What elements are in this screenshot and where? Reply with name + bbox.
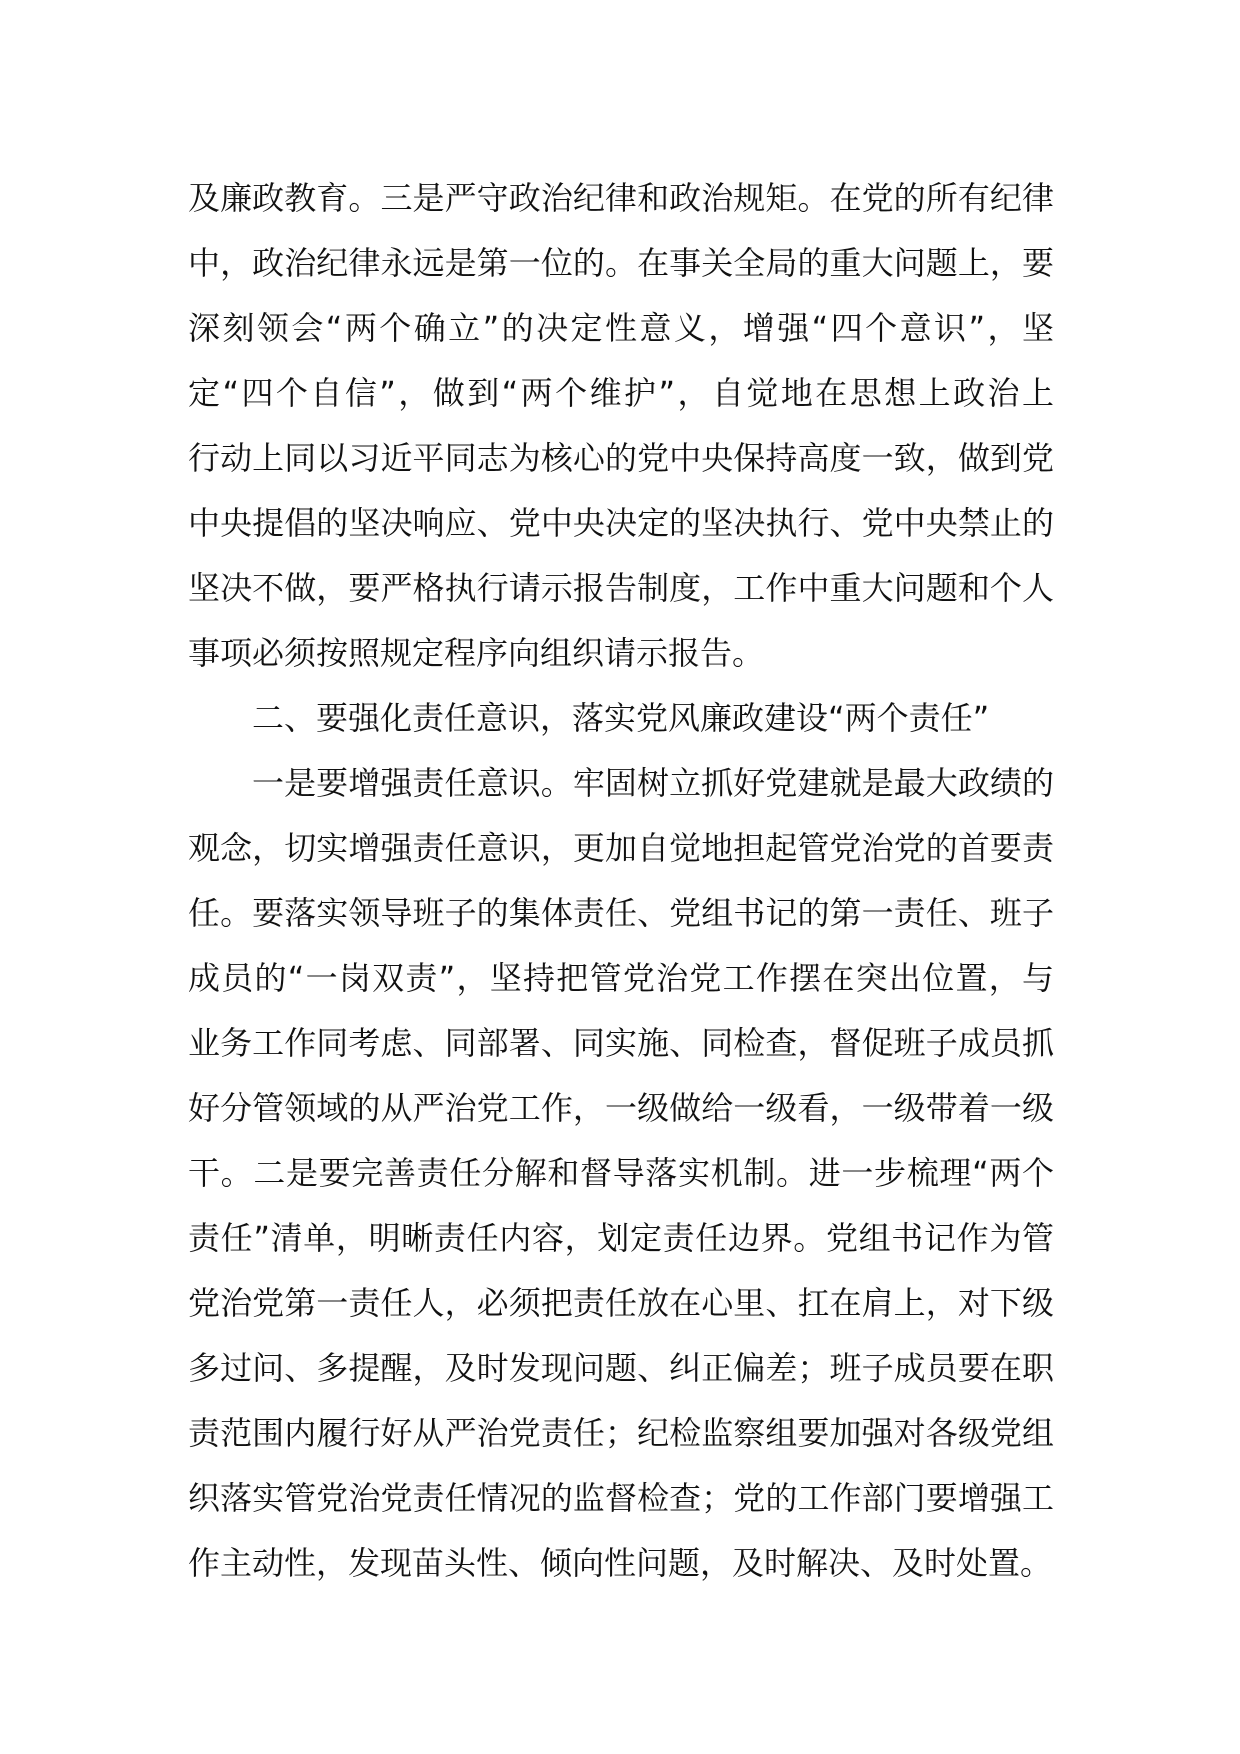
text-line: 干。二是要完善责任分解和督导落实机制。进一步梳理“两个 — [188, 1154, 1054, 1192]
text-line: 中，政治纪律永远是第一位的。在事关全局的重大问题上，要 — [188, 244, 1054, 282]
text-line: 观念，切实增强责任意识，更加自觉地担起管党治党的首要责 — [188, 829, 1054, 867]
text-line: 多过问、多提醒，及时发现问题、纠正偏差；班子成员要在职 — [188, 1349, 1054, 1387]
text-line: 坚决不做，要严格执行请示报告制度，工作中重大问题和个人 — [188, 569, 1054, 607]
text-line: 成员的“一岗双责”，坚持把管党治党工作摆在突出位置，与 — [188, 959, 1054, 997]
text-line: 行动上同以习近平同志为核心的党中央保持高度一致，做到党 — [188, 439, 1054, 477]
section-heading: 二、要强化责任意识，落实党风廉政建设“两个责任” — [252, 699, 990, 737]
text-line: 党治党第一责任人，必须把责任放在心里、扛在肩上，对下级 — [188, 1284, 1054, 1322]
text-line: 作主动性，发现苗头性、倾向性问题，及时解决、及时处置。 — [188, 1544, 1053, 1582]
text-line: 业务工作同考虑、同部署、同实施、同检查，督促班子成员抓 — [188, 1024, 1054, 1062]
text-line: 责范围内履行好从严治党责任；纪检监察组要加强对各级党组 — [188, 1414, 1054, 1452]
text-line: 深刻领会“两个确立”的决定性意义，增强“四个意识”，坚 — [188, 309, 1054, 347]
text-line: 及廉政教育。三是严守政治纪律和政治规矩。在党的所有纪律 — [188, 179, 1054, 217]
text-line: 定“四个自信”，做到“两个维护”，自觉地在思想上政治上 — [188, 374, 1054, 412]
text-line: 好分管领域的从严治党工作，一级做给一级看，一级带着一级 — [188, 1089, 1054, 1127]
document-body — [188, 166, 1054, 1596]
text-line: 中央提倡的坚决响应、党中央决定的坚决执行、党中央禁止的 — [188, 504, 1054, 542]
text-line: 织落实管党治党责任情况的监督检查；党的工作部门要增强工 — [188, 1479, 1054, 1517]
text-line: 责任”清单，明晰责任内容，划定责任边界。党组书记作为管 — [188, 1219, 1054, 1257]
text-line: 一是要增强责任意识。牢固树立抓好党建就是最大政绩的 — [252, 764, 1054, 802]
text-line: 事项必须按照规定程序向组织请示报告。 — [188, 634, 765, 672]
text-line: 任。要落实领导班子的集体责任、党组书记的第一责任、班子 — [188, 894, 1054, 932]
